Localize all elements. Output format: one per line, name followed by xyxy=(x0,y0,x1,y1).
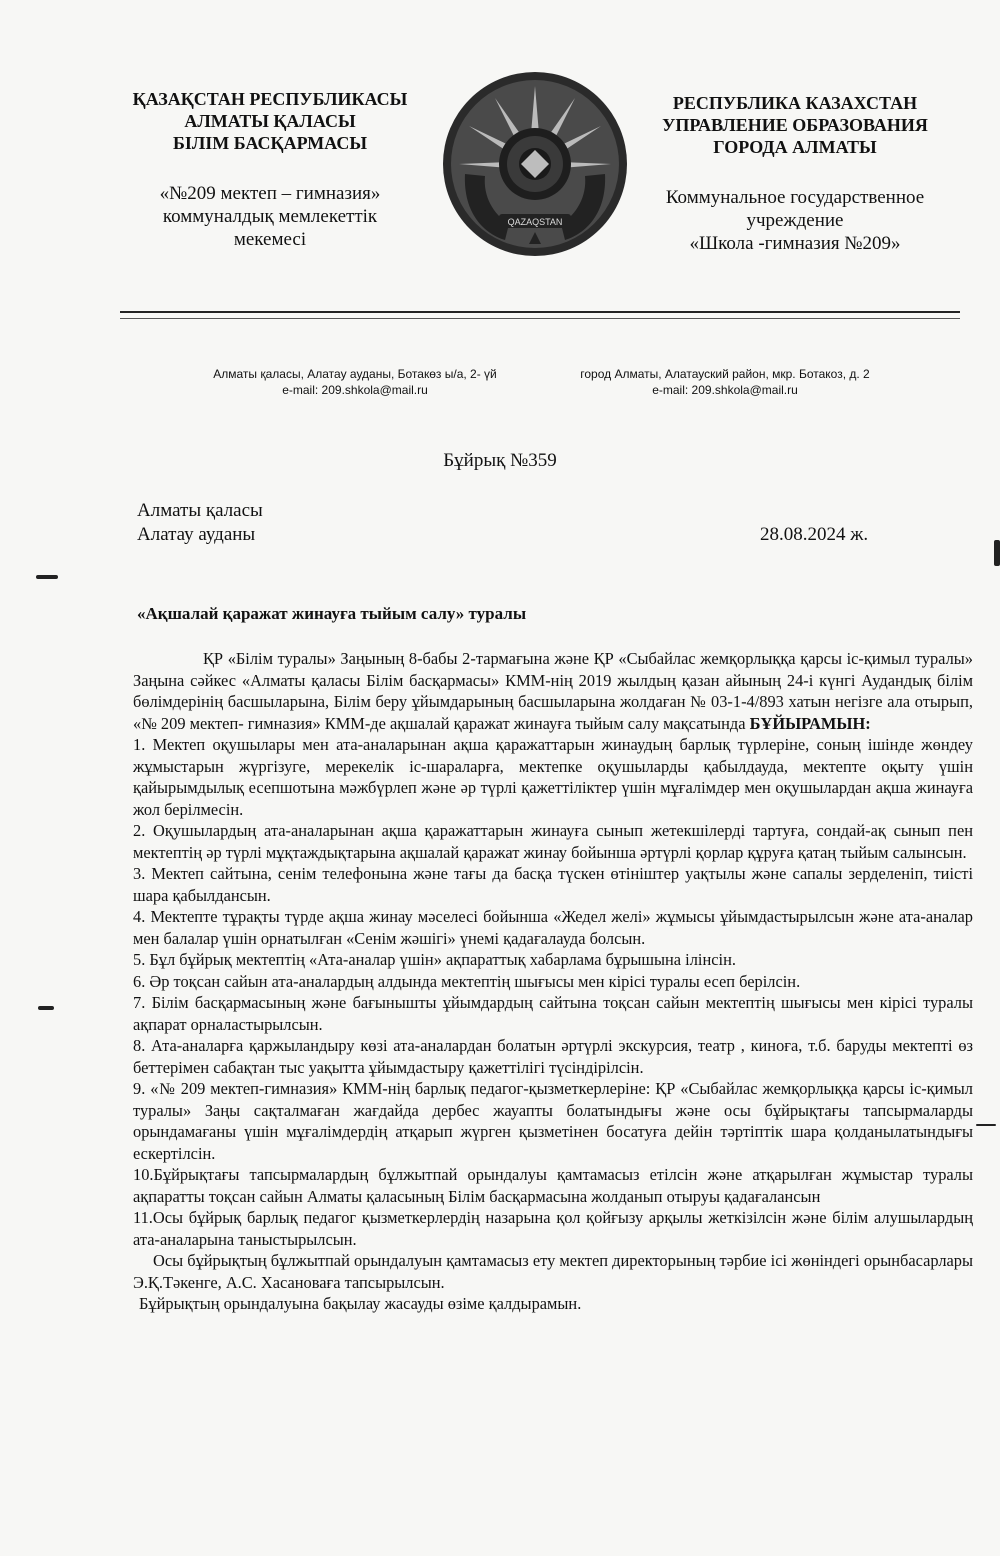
header-left xyxy=(130,88,410,251)
order-subject: «Ақшалай қаражат жинауға тыйым салу» туралы xyxy=(137,604,527,623)
scan-mark xyxy=(36,575,58,579)
scan-mark xyxy=(38,1006,54,1010)
scan-mark xyxy=(994,540,1000,566)
address-left-line1: Алматы қаласы, Алатау ауданы, Ботакөз ы/а, 2- үй xyxy=(213,367,497,381)
address-right-email: e-mail: 209.shkola@mail.ru xyxy=(652,383,798,397)
city: Алматы қаласы xyxy=(137,500,263,521)
header-right-sub2: учреждение xyxy=(746,210,844,231)
header-left-sub3: мекемесі xyxy=(233,229,307,250)
emblem-text: QAZAQSTAN xyxy=(507,217,563,227)
header-right xyxy=(640,92,950,255)
address-left xyxy=(190,366,520,398)
preamble xyxy=(133,648,973,734)
header-left-line2: АЛМАТЫ ҚАЛАСЫ xyxy=(184,111,356,131)
header-left-line3: БІЛІМ БАСҚАРМАСЫ xyxy=(172,133,368,153)
order-item-9: 9. «№ 209 мектеп-гимназия» КММ-нің барлық педагог-қызметкерлеріне: ҚР «Сыбайлас жемқорлыққа қарсы іс-қимыл туралы» Заңы сақталмаған жағдайда дербес жауапты болатындығы және осы бұйрықтағы тапсырмаларды орындамағаны үшін мұғалімдердің атқарып жүрген қызметінен босатуға дейін тәртіптік шара қолданылатындығы ескертілсін. xyxy=(133,1079,973,1163)
order-item-1: 1. Мектеп оқушылары мен ата-аналарынан ақша қаражаттарын жинаудың барлық түрлеріне, соның ішінде жөндеу жұмыстарын жүргізуге, мерекелік іс-шараларға, мектепке оқушыларды қабылдауда, мектепте оқыту үшін қайырымдылық есепшотына мәжбүрлеп және әр түрлі қажеттіліктер үшін мұғалімдер мен оқушылардан ақша жинауға жол берілмесін. xyxy=(133,735,973,819)
closing-paragraph-1: Осы бұйрықтың бұлжытпай орындалуын қамтамасыз ету мектеп директорының тәрбие ісі жөніндегі орынбасарлары Э.Қ.Тәкенге, А.С. Хасановаға тапсырылсын. xyxy=(133,1251,973,1292)
header-right-line1: РЕСПУБЛИКА КАЗАХСТАН xyxy=(672,93,918,113)
header-right-sub1: Коммунальное государственное xyxy=(665,187,925,208)
order-item-10: 10.Бұйрықтағы тапсырмалардың бұлжытпай орындалуы қамтамасыз етілсін және атқарылған жұмыстар туралы ақпаратты тоқсан сайын Алматы қаласының Білім басқармасына жолданып отыруы қадағалансын xyxy=(133,1165,973,1206)
header-right-line3: ГОРОДА АЛМАТЫ xyxy=(713,137,877,157)
order-item-2: 2. Оқушылардың ата-аналарынан ақша қаражаттарын жинауға сынып жетекшілерді тартуға, сондай-ақ сынып пен мектептің әр түрлі мұқтаждықтарына ақшалай қаражат жинау бойынша әртүрлі қорлар құруға қатаң тыйым салынсын. xyxy=(133,821,973,862)
header-left-sub2: коммуналдық мемлекеттік xyxy=(162,206,378,227)
address-left-email: e-mail: 209.shkola@mail.ru xyxy=(282,383,428,397)
order-title: Бұйрық №359 xyxy=(443,450,557,471)
state-emblem-icon xyxy=(435,64,635,264)
header-divider-thick xyxy=(120,311,960,313)
preamble-bold: БҰЙЫРАМЫН: xyxy=(749,713,871,733)
header-divider-thin xyxy=(120,318,960,319)
order-item-4: 4. Мектепте тұрақты түрде ақша жинау мәселесі бойынша «Жедел желі» жұмысы ұйымдастырылсын және ата-аналар мен балалар үшін орнатылған «Сенім жәшігі» үнемі қадағалауда болсын. xyxy=(133,907,973,948)
order-item-6: 6. Әр тоқсан сайын ата-аналардың алдында мектептің шығысы мен кірісі туралы есеп берілсін. xyxy=(133,971,801,991)
header-left-line1: ҚАЗАҚСТАН РЕСПУБЛИКАСЫ xyxy=(132,89,408,109)
order-date: 28.08.2024 ж. xyxy=(760,524,869,545)
header-right-sub3: «Школа -гимназия №209» xyxy=(689,233,901,254)
order-body xyxy=(133,648,973,1315)
order-item-7: 7. Білім басқармасының және бағынышты ұйымдардың сайтына тоқсан сайын мектептің шығысы мен кірісі туралы ақпарат орналастырылсын. xyxy=(133,993,973,1034)
order-item-3: 3. Мектеп сайтына, сенім телефонына және тағы да басқа түскен өтініштер уақтылы және сапалы зерделеніп, тиісті шара қабылдансын. xyxy=(133,864,973,905)
header-left-sub1: «№209 мектеп – гимназия» xyxy=(159,183,381,204)
address-right-line1: город Алматы, Алатауский район, мкр. Ботакоз, д. 2 xyxy=(580,367,870,381)
order-item-5: 5. Бұл бұйрық мектептің «Ата-аналар үшін» ақпараттық хабарлама бұрышына ілінсін. xyxy=(133,950,736,969)
preamble-text: ҚР «Білім туралы» Заңының 8-бабы 2-тармағына және ҚР «Сыбайлас жемқорлыққа қарсы іс-қимыл туралы» Заңына сәйкес «Алматы қаласы Білім басқармасы» КММ-нің 2019 жылдың қазан айының 24-і күнгі Аудандық білім бөлімдерінің басшыларына, Білім беру ұйымдарының басшыларына жолдаған № 03-1-4/893 хатын негізге ала отырып, «№ 209 мектеп- гимназия» КММ-де ақшалай қаражат жинауға тыйым салу мақсатында xyxy=(133,649,973,733)
header-right-line2: УПРАВЛЕНИЕ ОБРАЗОВАНИЯ xyxy=(662,115,928,135)
order-item-8: 8. Ата-аналарға қаржыландыру көзі ата-аналардан болатын әртүрлі экскурсия, театр , киноға, т.б. баруды мектепті өз беттерімен сабақтан тыс уақытта ұйымдастыру қажеттілігі түсіндірілсін. xyxy=(133,1036,973,1077)
header-left-org xyxy=(130,182,410,251)
order-item-11: 11.Осы бұйрық барлық педагог қызметкерлердің назарына қол қойғызу арқылы жеткізілсін және білім алушылардың ата-аналарына таныстырылсын. xyxy=(133,1208,973,1249)
header-right-org xyxy=(640,186,950,255)
district: Алатау ауданы xyxy=(137,524,256,545)
address-right xyxy=(560,366,890,398)
closing-paragraph-2: Бұйрықтың орындалуына бақылау жасауды өзіме қалдырамын. xyxy=(139,1294,582,1313)
scan-mark xyxy=(976,1124,996,1126)
